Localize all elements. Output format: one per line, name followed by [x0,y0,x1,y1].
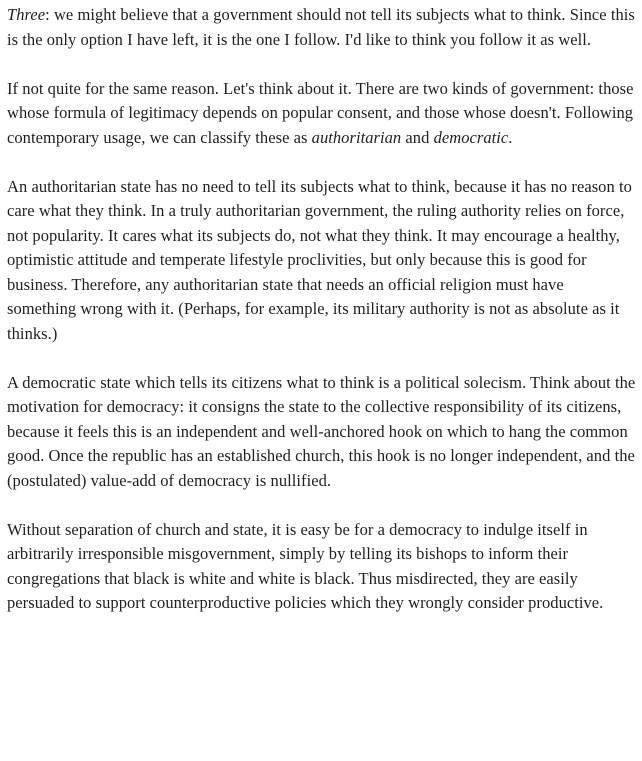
paragraph-authoritarian-state [7,175,636,347]
paragraph-democratic-text: A democratic state which tells its citizens what to think is a political solecism. Think about the motivation for democracy: it consigns the state to the collective responsibility of its citizens, because it feels this is an independent and well-anchored hook on which to hang the common good. Once the republic has an established church, this hook is no longer independent, and the (postulated) value-add of democracy is nullified. [7,372,636,490]
paragraph-kinds-text-a: If not quite for the same reason. Let's think about it. There are two kinds of government: those whose formula of legitimacy depends on popular consent, and those whose doesn't. Following contemporary usage, we can classify these as [7,78,634,147]
emphasis-three: Three [7,5,46,24]
paragraph-separation-text: Without separation of church and state, it is easy be for a democracy to indulge itself in arbitrarily irresponsible misgovernment, simply by telling its bishops to inform their congregations that black is white and white is black. Thus misdirected, they are easily persuaded to support counterproductive policies which they wrongly consider productive. [7,519,604,612]
paragraph-kinds-text-c: . [508,127,513,147]
emphasis-democratic: democratic [433,127,509,147]
paragraph-three [7,3,636,52]
emphasis-authoritarian: authoritarian [311,127,402,147]
paragraph-authoritarian-text: An authoritarian state has no need to tell its subjects what to think, because it has no reason to care what they think. In a truly authoritarian government, the ruling authority relies on force, not popularity. It cares what its subjects do, not what they think. It may encourage a healthy, optimistic attitude and temperate lifestyle proclivities, but only because this is good for business. Therefore, any authoritarian state that needs an official religion must have something wrong with it. (Perhaps, for example, its military authority is not as absolute as it thinks.) [7,176,632,343]
paragraph-kinds-of-government [7,77,636,151]
paragraph-kinds-text-b: and [401,127,434,147]
paragraph-three-text: : we might believe that a government should not tell its subjects what to think. Since this is the only option I have left, it is the one I follow. I'd like to think you follow it as well. [7,5,635,49]
paragraph-separation-church-state [7,518,636,616]
paragraph-democratic-state [7,371,636,494]
